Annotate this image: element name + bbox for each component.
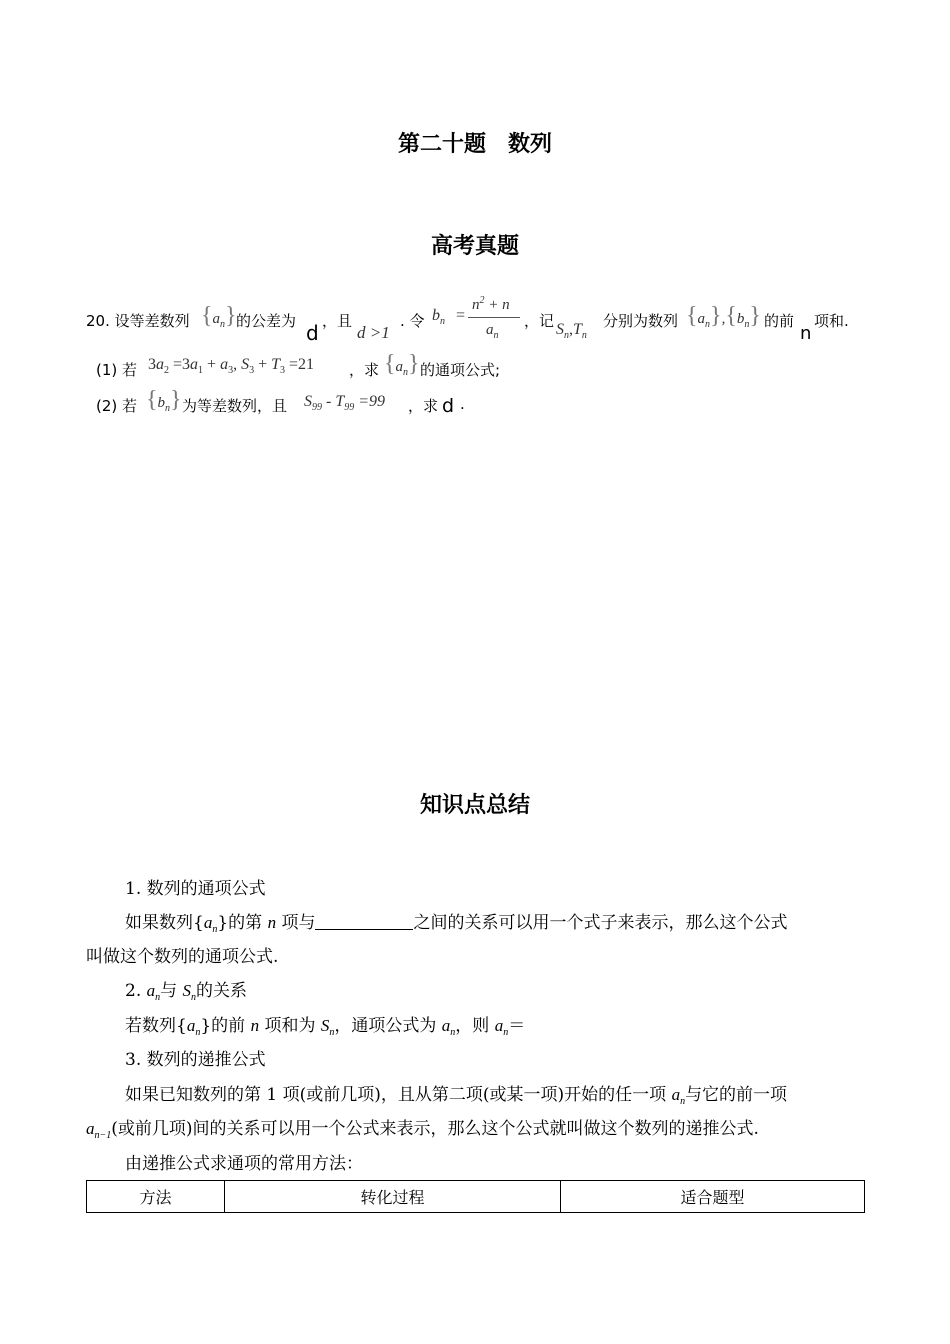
- table-header-row: [87, 1181, 865, 1213]
- item-3-title: 3. 数列的递推公式: [125, 1050, 266, 1070]
- problem-number: 20.: [86, 312, 110, 330]
- math-condition-2: $S_{99} - T_{99} =99$: [304, 393, 386, 413]
- methods-intro: 由递推公式求通项的常用方法：: [125, 1154, 363, 1174]
- math-seq-an: $\{a_n\}$: [201, 303, 237, 330]
- table-header-method: 方法: [87, 1181, 225, 1213]
- item-2-title: 2. $a_n$与 $S_n$的关系: [125, 981, 248, 1003]
- math-d: d: [306, 321, 319, 345]
- item-3-line-1: 如果已知数列的第 1 项(或前几项)，且从第二项(或某一项)开始的任一项 $a_n$与它的前一项: [125, 1085, 788, 1107]
- math-d-2: d: [442, 395, 455, 417]
- item-1-line-2: 叫做这个数列的通项公式.: [86, 947, 279, 967]
- math-seq-an-2: $\{a_n\}$: [384, 351, 420, 378]
- math-seq-an-bn: $\{a_n\},\{b_n\}$: [686, 303, 761, 330]
- problem-part-2: (2) 若 $\{b_n\}$ 为等差数列，且 $S_{99} - T_{99} =99$ ，求 d .: [96, 387, 465, 417]
- table-header-type: 适合题型: [561, 1181, 865, 1213]
- section-heading-exam: 高考真题: [430, 234, 519, 259]
- math-seq-bn: $\{b_n\}$: [146, 387, 182, 414]
- page-title: 第二十题 数列: [397, 132, 552, 157]
- math-d-gt-1: d >1: [357, 323, 390, 342]
- item-2-line-1: 若数列$\{a_n\}$的前 n 项和为 $S_n$，通项公式为 $a_n$，则 $a_n=$: [125, 1016, 526, 1038]
- math-condition-1: $3a_2 =3a_1 + a_3$, $S_3 + T_3 =21$: [148, 356, 315, 376]
- problem-statement: 20. 设等差数列 $\{a_n\}$ 的公差为 d ，且 d >1 . 令 $b_n$ = $n^2 + n$ $a_n$ ，记 $S_n,T_n$ 分别为数列 $\{a_n\},\{b_n\}$ 的前 n 项和.: [86, 295, 849, 345]
- item-1-line-1: 如果数列$\{a_n\}$的第 n 项与 之间的关系可以用一个式子来表示，那么这个公式: [125, 913, 788, 935]
- problem-part-1: (1) 若 $3a_2 =3a_1 + a_3$, $S_3 + T_3 =21$ ，求 $\{a_n\}$ 的通项公式;: [96, 351, 501, 379]
- item-3-line-2: $a_{n-1}$(或前几项)间的关系可以用一个公式来表示，那么这个公式就叫做这个数列的递推公式.: [86, 1119, 759, 1141]
- fill-in-blank: [315, 913, 413, 930]
- table-header-process: 转化过程: [225, 1181, 561, 1213]
- methods-table: [86, 1180, 865, 1213]
- math-n: n: [800, 323, 812, 344]
- section-heading-summary: 知识点总结: [419, 793, 530, 818]
- item-1-title: 1. 数列的通项公式: [125, 879, 266, 899]
- math-sn-tn: $S_n,T_n$: [556, 321, 587, 341]
- math-bn-definition: $b_n$ = $n^2 + n$ $a_n$: [432, 295, 520, 347]
